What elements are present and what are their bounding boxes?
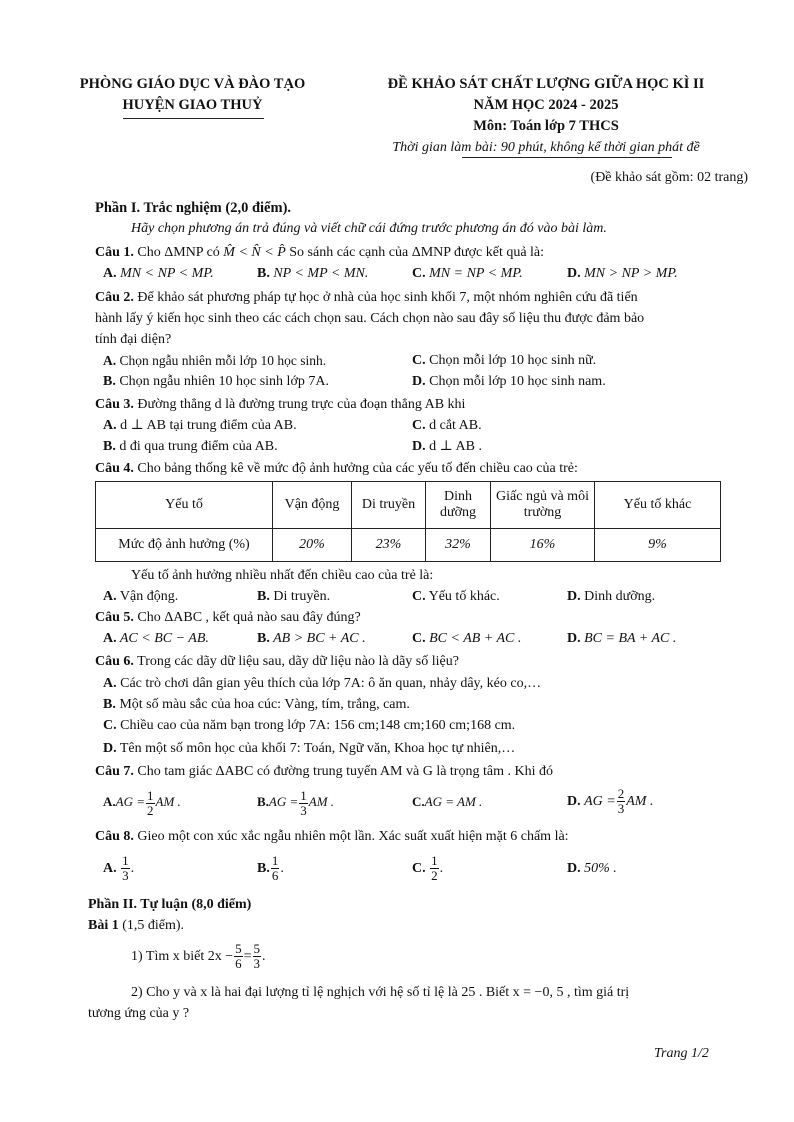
part1-instruction: Hãy chọn phương án trả đúng và viết chữ cái đứng trước phương án đó vào bài làm. xyxy=(131,221,607,236)
q8-option-a: A. $\frac{1}{3}$ . xyxy=(103,853,135,884)
q8-option-c: C. $\frac{1}{2}$ . xyxy=(412,853,444,884)
table-header-row xyxy=(96,482,721,529)
table-header-cell: Yếu tố xyxy=(96,482,273,529)
q1-label: Câu 1. xyxy=(95,245,134,260)
q2-stem-1: Câu 2. Để khảo sát phương pháp tự học ở nhà của học sinh khối 7, một nhóm nghiên cứu đã tiến xyxy=(95,290,638,305)
q8-option-d: D. 50% . xyxy=(567,861,617,876)
part1-title: Phần I. Trắc nghiệm (2,0 điểm). xyxy=(95,200,292,216)
q5-stem: Câu 5. Cho ΔABC , kết quả nào sau đây đúng? xyxy=(95,610,361,625)
fraction-one-half: $\frac{1}{2}$ xyxy=(147,787,154,818)
q2-option-a: A. Chọn ngẫu nhiên mỗi lớp 10 học sinh. xyxy=(103,353,327,368)
q8-option-b: B. $\frac{1}{6}$ . xyxy=(257,853,284,884)
fraction-one-third: $\frac{1}{3}$ xyxy=(300,787,307,818)
q7-option-b: B.AG = $\frac{1}{3}$ AM . xyxy=(257,787,335,818)
district-name: HUYỆN GIAO THUỶ xyxy=(122,97,263,113)
part2-title: Phần II. Tự luận (8,0 điểm) xyxy=(88,897,252,912)
q6-option-b: B. Một số màu sắc của hoa cúc: Vàng, tím, trắng, cam. xyxy=(103,697,410,712)
q2-stem-2: hành lấy ý kiến học sinh theo các cách chọn sau. Cách chọn nào sau đây số liệu thu được đảm bảo xyxy=(95,311,645,326)
q3-option-b: B. d đi qua trung điểm của AB. xyxy=(103,439,278,454)
q2-stem-3: tính đại diện? xyxy=(95,332,172,347)
table-row-label: Mức độ ảnh hưởng (%) xyxy=(96,529,273,562)
q2-option-b: B. Chọn ngẫu nhiên 10 học sinh lớp 7A. xyxy=(103,374,329,389)
q3-stem: Câu 3. Đường thẳng d là đường trung trực của đoạn thẳng AB khi xyxy=(95,397,466,412)
q1-option-b: B. NP < MP < MN. xyxy=(257,266,369,281)
time-note: Thời gian làm bài: 90 phút, không kể thời gian phát đề xyxy=(392,140,700,155)
q6-option-c: C. Chiều cao của năm bạn trong lớp 7A: 156 cm;148 cm;160 cm;168 cm. xyxy=(103,718,516,733)
q4-option-b: B. Di truyền. xyxy=(257,589,331,604)
exam-title: ĐỀ KHẢO SÁT CHẤT LƯỢNG GIỮA HỌC KÌ II xyxy=(387,76,705,92)
q1-stem: Câu 1. Cho ΔMNP có M̂ < N̂ < P̂ So sánh các cạnh của ΔMNP được kết quả là: xyxy=(95,245,545,260)
q1-option-c: C. MN = NP < MP. xyxy=(412,266,523,281)
school-year: NĂM HỌC 2024 - 2025 xyxy=(473,97,619,113)
q7-option-d: D. AG = $\frac{2}{3}$ AM . xyxy=(567,786,654,817)
q1-option-a: A. MN < NP < MP. xyxy=(103,266,214,281)
q5-option-b: B. AB > BC + AC . xyxy=(257,631,366,646)
q2-option-d: D. Chọn mỗi lớp 10 học sinh nam. xyxy=(412,374,606,389)
influence-table xyxy=(95,481,721,562)
q5-option-a: A. AC < BC − AB. xyxy=(103,631,209,646)
q5-option-d: D. BC = BA + AC . xyxy=(567,631,677,646)
table-header-cell: Di truyền xyxy=(352,482,426,529)
q4-stem: Câu 4. Cho bảng thống kê về mức độ ảnh hưởng của các yếu tố đến chiều cao của trẻ: xyxy=(95,461,578,476)
table-header-cell: Giấc ngủ và môi trường xyxy=(491,482,595,529)
q6-option-a: A. Các trò chơi dân gian yêu thích của lớp 7A: ô ăn quan, nhảy dây, kéo co,… xyxy=(103,676,542,691)
bai1-q1: 1) Tìm x biết 2x − $\frac{5}{6}$ = $\frac{5}{3}$ . xyxy=(131,941,266,972)
q1-angles: M̂ < N̂ < P̂ xyxy=(223,245,286,260)
bai1-q2-line1: 2) Cho y và x là hai đại lượng tỉ lệ nghịch với hệ số tỉ lệ là 25 . Biết x = −0, 5 , tìm giá trị xyxy=(131,985,630,1000)
table-cell: 16% xyxy=(491,529,595,562)
time-underline xyxy=(462,157,672,158)
q7-stem: Câu 7. Cho tam giác ΔABC có đường trung tuyến AM và G là trọng tâm . Khi đó xyxy=(95,764,553,779)
district-underline xyxy=(123,118,264,119)
q7-option-c: C.AG = AM . xyxy=(412,794,483,809)
fraction-two-thirds: $\frac{2}{3}$ xyxy=(617,786,625,817)
q3-option-a: A. d ⊥ AB tại trung điểm của AB. xyxy=(103,418,297,433)
subject: Môn: Toán lớp 7 THCS xyxy=(473,118,619,134)
q6-option-d: D. Tên một số môn học của khối 7: Toán, Ngữ văn, Khoa học tự nhiên,… xyxy=(103,741,516,756)
pages-note: (Đề khảo sát gồm: 02 trang) xyxy=(590,170,748,185)
bai1-heading: Bài 1 (1,5 điểm). xyxy=(88,918,185,933)
q4-option-a: A. Vận động. xyxy=(103,589,179,604)
table-cell: 32% xyxy=(426,529,491,562)
table-cell: 23% xyxy=(352,529,426,562)
q4-option-d: D. Dinh dưỡng. xyxy=(567,589,656,604)
q3-option-d: D. d ⊥ AB . xyxy=(412,439,482,454)
page-number: Trang 1/2 xyxy=(654,1046,709,1061)
table-header-cell: Dinh dưỡng xyxy=(426,482,491,529)
q4-option-c: C. Yếu tố khác. xyxy=(412,589,500,604)
q8-stem: Câu 8. Gieo một con xúc xắc ngẫu nhiên một lần. Xác suất xuất hiện mặt 6 chấm là: xyxy=(95,829,569,844)
bai1-q2-line2: tương ứng của y ? xyxy=(88,1006,190,1021)
table-header-cell: Yếu tố khác xyxy=(595,482,721,529)
q2-option-c: C. Chọn mỗi lớp 10 học sinh nữ. xyxy=(412,353,597,368)
q5-option-c: C. BC < AB + AC . xyxy=(412,631,522,646)
q3-option-c: C. d cắt AB. xyxy=(412,418,482,433)
table-header-cell: Vận động xyxy=(273,482,352,529)
table-cell: 20% xyxy=(273,529,352,562)
table-row xyxy=(96,529,721,562)
table-cell: 9% xyxy=(595,529,721,562)
q1-option-d: D. MN > NP > MP. xyxy=(567,266,678,281)
q4-question: Yếu tố ảnh hưởng nhiều nhất đến chiều cao của trẻ là: xyxy=(131,568,434,583)
q6-stem: Câu 6. Trong các dãy dữ liệu sau, dãy dữ liệu nào là dãy số liệu? xyxy=(95,654,459,669)
department-name: PHÒNG GIÁO DỤC VÀ ĐÀO TẠO xyxy=(79,76,306,92)
q7-option-a: A.AG = $\frac{1}{2}$ AM . xyxy=(103,787,181,818)
